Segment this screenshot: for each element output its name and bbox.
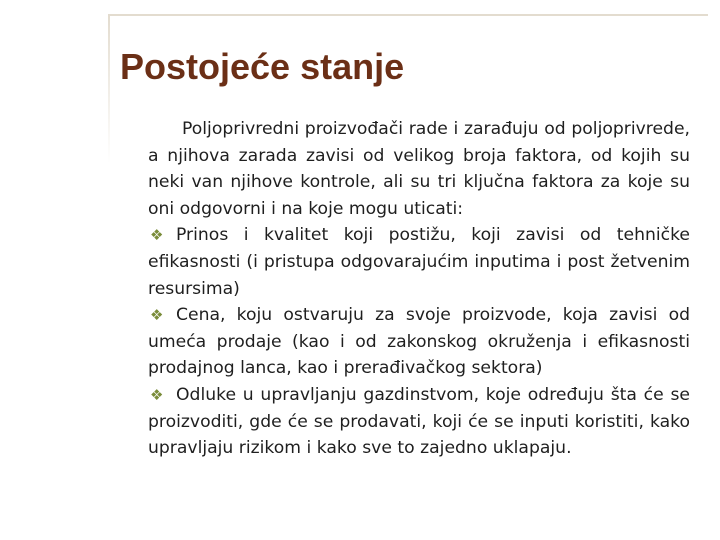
intro-paragraph: Poljoprivredni proizvođači rade i zarađuju od poljoprivrede, a njihova zarada zavisi od velikog broja faktora, od kojih su neki van njihove kontrole, ali su tri ključna faktora za koje su oni odgovorni i na koje mogu uticati: <box>148 119 690 219</box>
bullet-text-1: Prinos i kvalitet koji postižu, koji zavisi od tehničke efikasnosti (i pristupa odgovarajućim inputima i post žetvenim resursima) <box>148 225 690 299</box>
slide-frame-top-line <box>108 14 708 16</box>
bullet-item-2 <box>148 302 690 382</box>
bullet-item-3 <box>148 382 690 462</box>
slide-frame-left-line <box>108 14 110 164</box>
slide-title: Postojeće stanje <box>120 46 405 87</box>
bullet-text-2: Cena, koju ostvaruju za svoje proizvode, koja zavisi od umeća prodaje (kao i od zakonskog okruženja i efikasnosti prodajnog lanca, kao i prerađivačkog sektora) <box>148 305 690 379</box>
diamond-bullet-icon: ❖ <box>150 226 164 245</box>
diamond-bullet-icon: ❖ <box>150 306 164 325</box>
slide-body <box>148 116 690 462</box>
diamond-bullet-icon: ❖ <box>150 385 164 404</box>
bullet-text-3: Odluke u upravljanju gazdinstvom, koje određuju šta će se proizvoditi, gde će se prodavati, koji će se inputi koristiti, kako upravljaju rizikom i kako sve to zajedno uklapaju. <box>148 384 690 459</box>
bullet-item-1 <box>148 222 690 302</box>
